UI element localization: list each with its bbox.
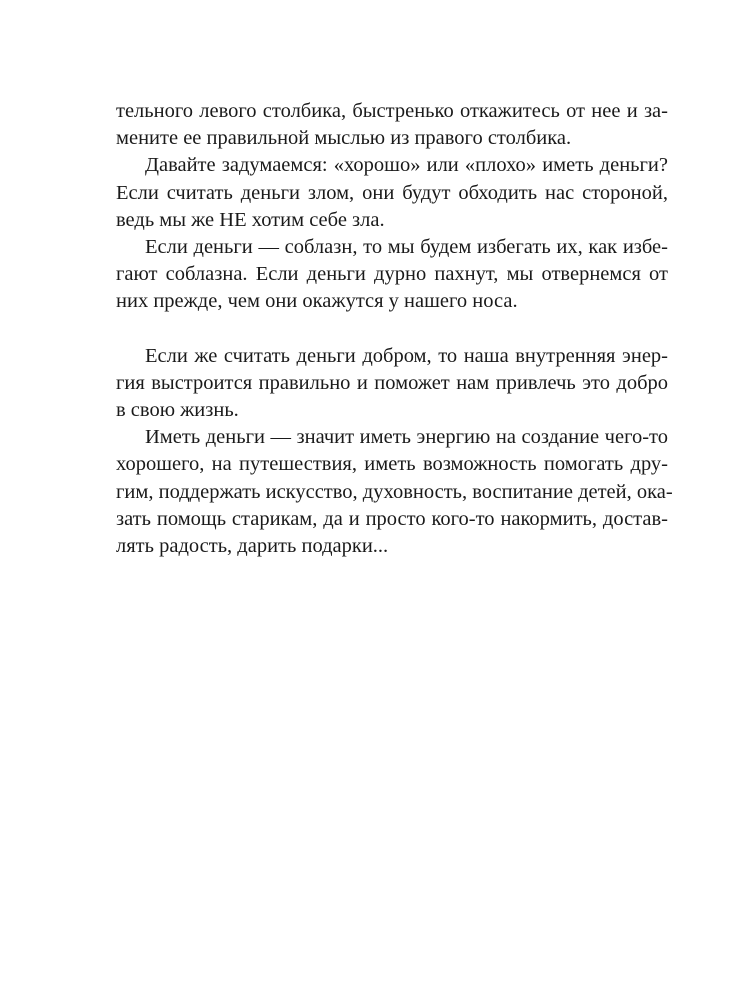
paragraph (116, 424, 673, 560)
text-line: гия выстроится правильно и поможет нам привлечь это добро (116, 371, 668, 394)
text-line: зать помощь старикам, да и просто кого-то накормить, достав- (116, 507, 668, 530)
paragraph (116, 343, 668, 425)
paragraph-gap (116, 316, 668, 343)
text-line: хорошего, на путешествия, иметь возможность помогать дру- (116, 453, 668, 476)
text-line: гают соблазна. Если деньги дурно пахнут, мы отвернемся от (116, 263, 668, 286)
text-line: мените ее правильной мыслью из правого столбика. (116, 127, 572, 150)
text-line: Иметь деньги — значит иметь энергию на создание чего-то (145, 426, 668, 449)
text-line: гим, поддержать искусство, духовность, воспитание детей, ока- (116, 480, 673, 503)
text-line: Если же считать деньги добром, то наша внутренняя энер- (145, 344, 668, 367)
text-line: них прежде, чем они окажутся у нашего носа. (116, 290, 518, 313)
text-line: Давайте задумаемся: «хорошо» или «плохо» иметь деньги? (145, 154, 668, 177)
text-line: ведь мы же НЕ хотим себе зла. (116, 208, 385, 231)
paragraph (116, 234, 668, 316)
text-line: в свою жизнь. (116, 399, 239, 422)
body-text (116, 98, 673, 560)
text-line: тельного левого столбика, быстренько откажитесь от нее и за- (116, 100, 668, 122)
paragraph (116, 98, 668, 152)
text-line: Если деньги — соблазн, то мы будем избегать их, как избе- (145, 235, 668, 258)
paragraph (116, 152, 668, 234)
text-line: Если считать деньги злом, они будут обходить нас стороной, (116, 181, 668, 204)
text-line: лять радость, дарить подарки... (116, 535, 389, 557)
